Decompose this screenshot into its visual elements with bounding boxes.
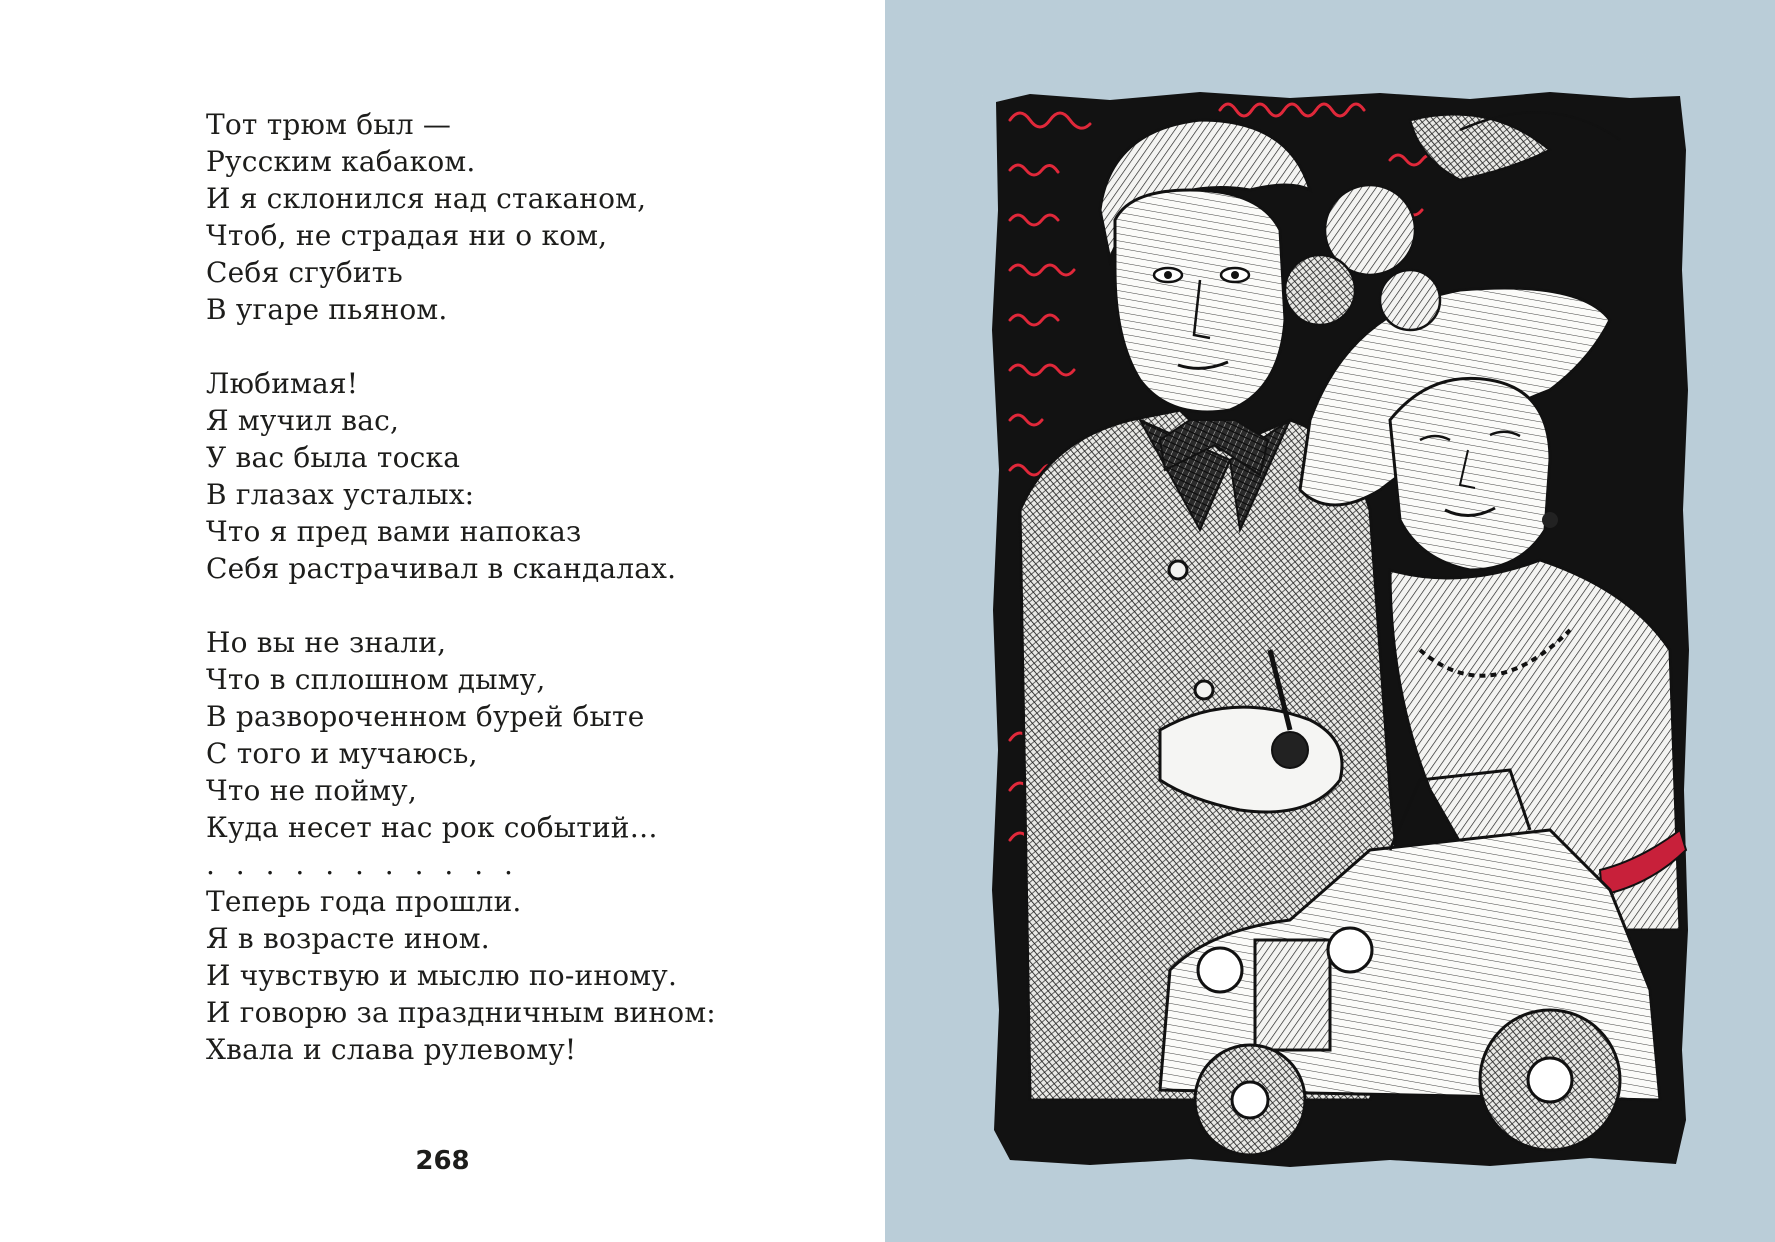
poem-line: Что я пред вами напоказ [206,515,582,548]
poem-line: В угаре пьяном. [206,293,448,326]
poem-line: И чувствую и мыслю по-иному. [206,959,678,992]
illustration [990,90,1690,1170]
left-page [0,0,885,1242]
poem-line: Но вы не знали, [206,626,447,659]
poem-line: В глазах усталых: [206,478,475,511]
page-number: 268 [415,1146,470,1176]
coat-button [1195,681,1213,699]
poem-line: Чтоб, не страдая ни о ком, [206,219,608,252]
poem-line: Тот трюм был — [206,108,452,141]
poem [206,106,846,1068]
poem-line: Куда несет нас рок событий… [206,811,658,844]
stanza-3 [206,624,846,1068]
poem-line: Я мучил вас, [206,404,400,437]
poem-line: С того и мучаюсь, [206,737,478,770]
poem-line: Что в сплошном дыму, [206,663,546,696]
woman-face [1390,378,1550,570]
poem-line: Русским кабаком. [206,145,476,178]
stanza-1 [206,106,846,328]
poem-line: Любимая! [206,367,359,400]
poem-line: Себя растрачивал в скандалах. [206,552,677,585]
poem-line: В развороченном бурей быте [206,700,645,733]
pipe [1272,732,1308,768]
coat-button [1169,561,1187,579]
man-face [1115,190,1285,412]
poem-line: И я склонился над стаканом, [206,182,647,215]
poem-line: Я в возрасте ином. [206,922,490,955]
poem-line: И говорю за праздничным вином: [206,996,716,1029]
poem-line: Себя сгубить [206,256,403,289]
poem-line: Хвала и слава рулевому! [206,1033,577,1066]
poem-line: Что не пойму, [206,774,417,807]
stanza-2 [206,365,846,587]
poem-line: Теперь года прошли. [206,885,522,918]
ellipsis-separator: . . . . . . . . . . . [206,848,519,881]
poem-line: У вас была тоска [206,441,461,474]
